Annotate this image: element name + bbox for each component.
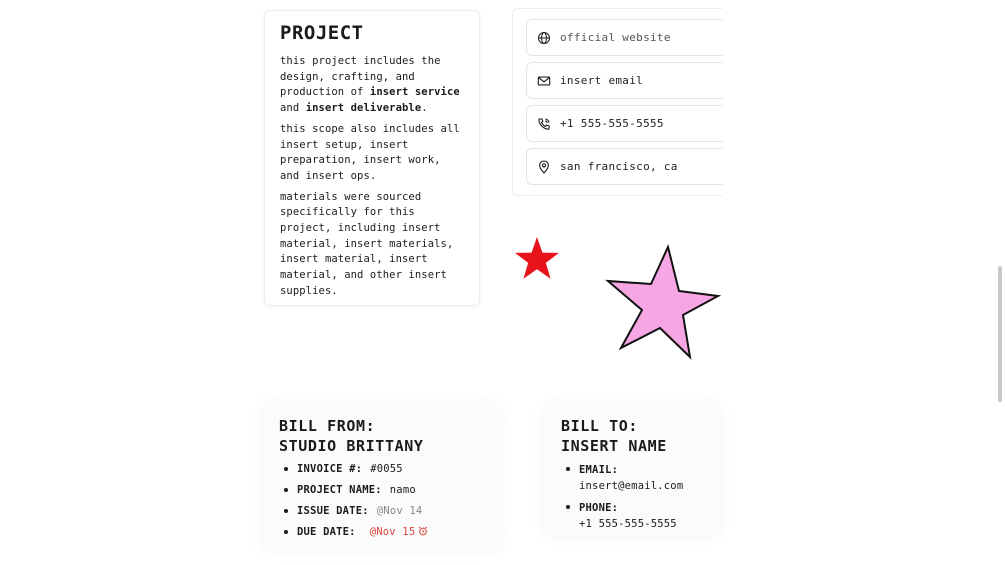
due-date-value[interactable]: @Nov 15 xyxy=(369,526,416,538)
bill-to-title: BILL TO: xyxy=(561,417,639,435)
bill-from-heading xyxy=(279,416,498,456)
phone-label: PHONE: xyxy=(579,502,619,514)
list-item xyxy=(561,500,718,532)
location-text: san francisco, ca xyxy=(560,160,678,173)
phone-value: +1 555-555-5555 xyxy=(579,518,677,530)
issue-date-value[interactable]: @Nov 14 xyxy=(376,505,423,517)
bill-to-heading xyxy=(561,416,718,456)
email-field[interactable] xyxy=(526,62,723,99)
location-pin-icon xyxy=(537,160,551,174)
list-item xyxy=(279,483,498,498)
website-field[interactable] xyxy=(526,19,723,56)
list-item xyxy=(279,462,498,477)
project-text: and xyxy=(280,102,306,115)
bill-to-list xyxy=(561,462,718,532)
project-title: PROJECT xyxy=(280,22,364,44)
project-paragraph-2: this scope also includes all insert setup, insert preparation, insert work, and insert ops. xyxy=(280,122,460,182)
bill-from-name: STUDIO BRITTANY xyxy=(279,437,424,455)
project-service-placeholder: insert service xyxy=(369,86,460,99)
project-text: this project includes the design, crafting, and production of xyxy=(280,55,441,99)
globe-icon xyxy=(537,31,551,45)
location-field[interactable] xyxy=(526,148,723,185)
email-label: EMAIL: xyxy=(579,464,619,476)
pink-star-icon xyxy=(604,244,722,360)
project-name-value: namo xyxy=(389,484,416,496)
list-item xyxy=(279,525,498,540)
website-link[interactable]: official website xyxy=(560,31,671,44)
alarm-clock-icon xyxy=(418,526,428,536)
mail-icon xyxy=(537,74,551,88)
invoice-value: #0055 xyxy=(370,463,403,475)
phone-icon xyxy=(537,117,551,131)
email-value: insert@email.com xyxy=(579,480,684,492)
phone-text: +1 555-555-5555 xyxy=(560,117,664,130)
list-item xyxy=(561,462,718,494)
project-text: . xyxy=(421,102,428,115)
list-item xyxy=(279,504,498,519)
scrollbar-thumb[interactable] xyxy=(998,266,1002,402)
phone-field[interactable] xyxy=(526,105,723,142)
invoice-label: INVOICE #: xyxy=(297,463,363,475)
bill-to-card xyxy=(546,405,718,535)
bill-to-name: INSERT NAME xyxy=(561,437,667,455)
due-date-label: DUE DATE: xyxy=(297,526,356,538)
project-paragraph-3: materials were sourced specifically for this project, including insert material, insert materials, insert material, insert material, and other insert supplies. xyxy=(280,190,454,297)
project-name-label: PROJECT NAME: xyxy=(297,484,382,496)
red-star-icon xyxy=(514,236,560,280)
project-paragraph-1 xyxy=(280,54,465,117)
email-text: insert email xyxy=(560,74,644,87)
project-card xyxy=(264,10,480,306)
project-deliverable-placeholder: insert deliverable xyxy=(305,102,422,115)
bill-from-list xyxy=(279,462,498,540)
bill-from-title: BILL FROM: xyxy=(279,417,376,435)
issue-date-label: ISSUE DATE: xyxy=(297,505,369,517)
contact-card xyxy=(512,8,722,196)
bill-from-card xyxy=(264,405,498,549)
